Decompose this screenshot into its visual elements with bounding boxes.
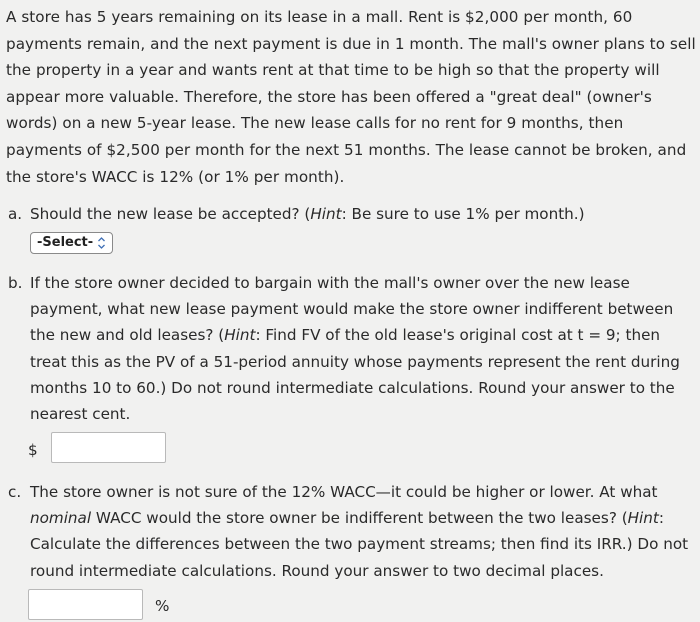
select-value: -Select- — [37, 235, 94, 250]
question-b-hint-text: : Find FV of the old lease's original cost at t = 9; then treat this as the PV of a 51-period annuity whose payments represent the rent during months 10 to 60.) Do not round intermediate calculations. Round your answer to the nearest cent. — [30, 326, 680, 424]
up-down-chevron-icon — [97, 233, 106, 260]
question-b-letter: b. — [8, 274, 23, 292]
question-c-nominal-word: nominal — [30, 509, 92, 528]
question-b-answer-input[interactable] — [51, 432, 166, 463]
question-c-text-mid: WACC would the store owner be indifferent between the two leases? ( — [91, 509, 628, 528]
question-a-text: Should the new lease be accepted? ( — [30, 205, 311, 223]
question-a-letter: a. — [8, 205, 23, 223]
question-a-select[interactable] — [30, 232, 113, 254]
question-b-hint-label: Hint — [224, 326, 256, 345]
question-c-letter: c. — [8, 483, 22, 501]
question-a-hint-text: : Be sure to use 1% per month.) — [341, 205, 585, 223]
problem-intro: A store has 5 years remaining on its lease in a mall. Rent is $2,000 per month, 60 payments remain, and the next payment is due in 1 month. The mall's owner plans to sell the property in a year and wants rent at that time to be high so that the property will appear more valuable. Therefore, the store has been offered a "great deal" (owner's words) on a new 5-year lease. The new lease calls for no rent for 9 months, then payments of $2,500 per month for the next 51 months. The lease cannot be broken, and the store's WACC is 12% (or 1% per month). — [6, 8, 696, 186]
question-c — [8, 479, 696, 584]
question-b-text: If the store owner decided to bargain with the mall's owner over the new lease payment, what new lease payment would make the store owner indifferent between the new and old leases? ( — [30, 274, 674, 345]
question-c-text: The store owner is not sure of the 12% WACC—it could be higher or lower. At what — [30, 483, 658, 501]
question-c-answer-input[interactable] — [28, 589, 143, 620]
question-a-hint-label: Hint — [310, 205, 342, 223]
question-c-hint-label: Hint — [627, 509, 659, 528]
question-a — [8, 201, 585, 227]
percent-symbol: % — [155, 597, 170, 615]
currency-symbol: $ — [28, 441, 38, 459]
question-c-hint-text: : Calculate the differences between the two payment streams; then find its IRR.) Do not round intermediate calculations. Round your answer to two decimal places. — [30, 509, 689, 580]
question-b — [8, 270, 696, 427]
